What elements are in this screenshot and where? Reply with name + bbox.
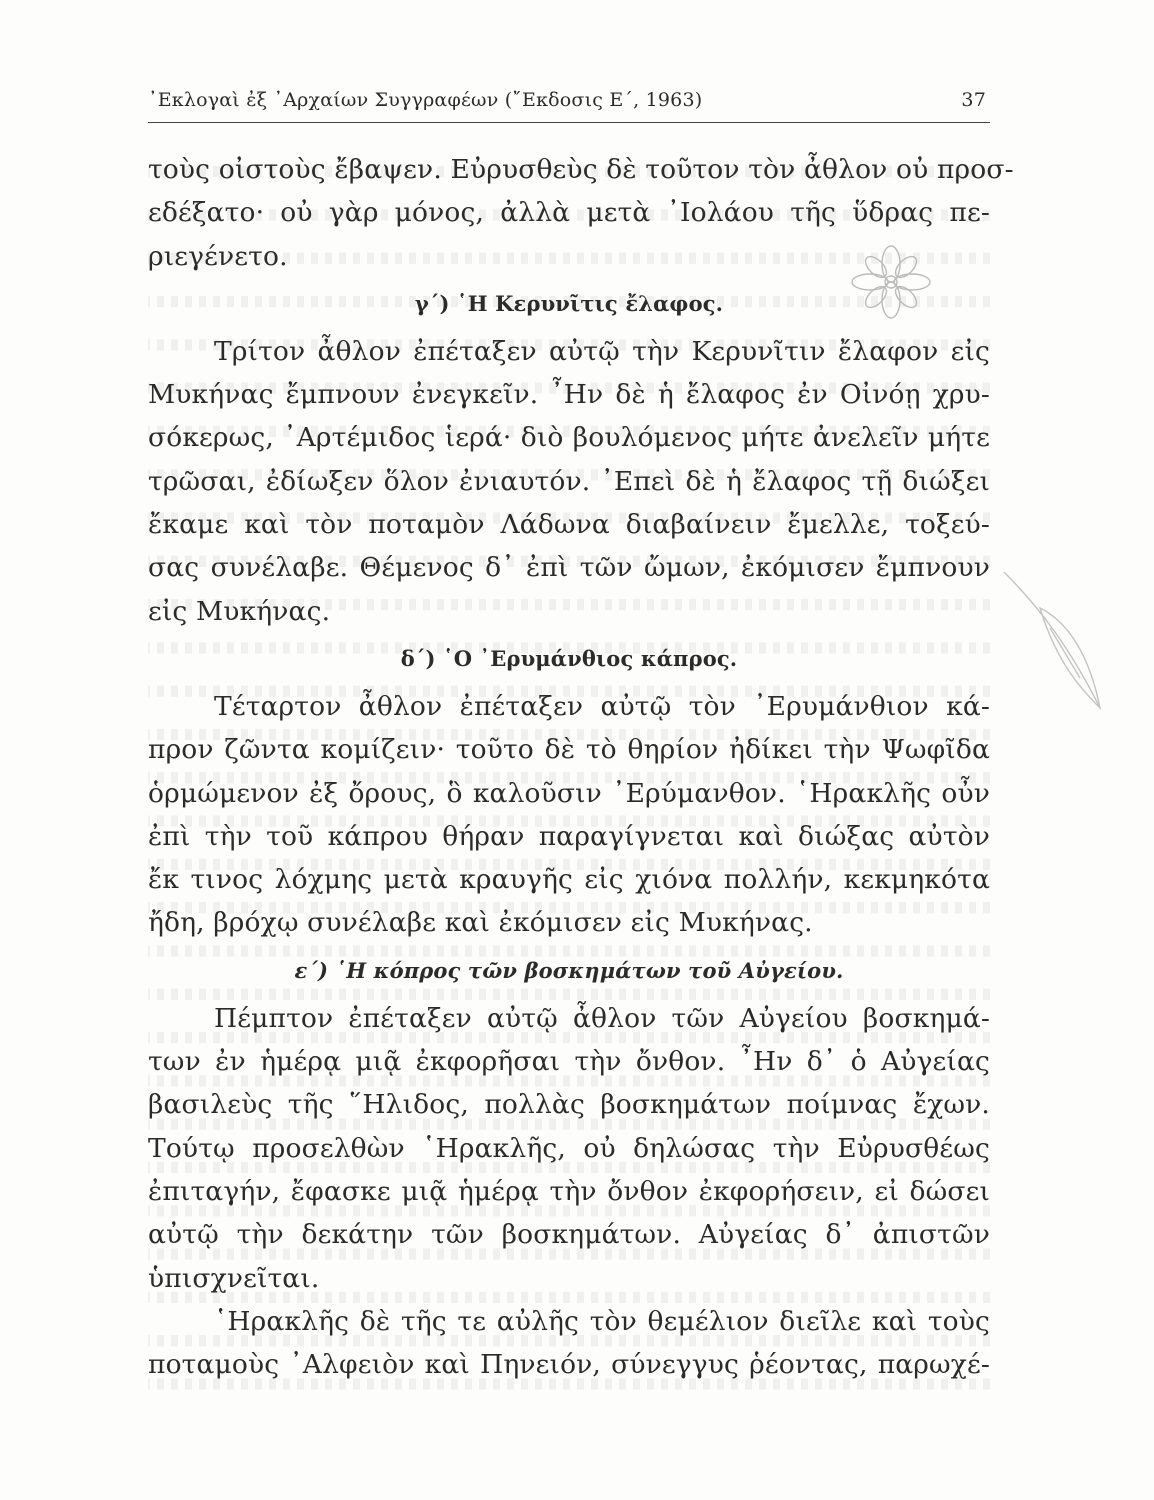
text-line: Πέμπτον ἐπέταξεν αὐτῷ ἆθλον τῶν Αὐγείου βοσκημά- <box>214 1002 990 1034</box>
paragraph-5 <box>148 1300 990 1387</box>
section-heading-gamma: γ΄) ῾Η Κερυνῖτις ἔλαφος. <box>414 290 724 316</box>
text-line: Μυκήνας ἔμπνουν ἐνεγκεῖν. ῏Ην δὲ ἡ ἔλαφος ἐν Οἰνόῃ χρυ- <box>148 379 990 411</box>
text-line: ῾Ηρακλῆς δὲ τῆς τε αὐλῆς τὸν θεμέλιον διεῖλε καὶ τοὺς <box>214 1305 990 1337</box>
text-line: Τρίτον ἆθλον ἐπέταξεν αὐτῷ τὴν Κερυνῖτιν ἔλαφον εἰς <box>214 335 990 367</box>
text-line: σας συνέλαβε. Θέμενος δ᾿ ἐπὶ τῶν ὤμων, ἐκόμισεν ἔμπνουν <box>148 552 990 584</box>
paragraph-2 <box>148 330 990 633</box>
section-heading-epsilon: ε΄) ῾Η κόπρος τῶν βοσκημάτων τοῦ Αὐγείου. <box>294 957 844 983</box>
text-line: των ἐν ἡμέρᾳ μιᾷ ἐκφορῆσαι τὴν ὄνθον. ῏Ην δ᾿ ὁ Αὐγείας <box>148 1046 990 1078</box>
text-line: εἰς Μυκήνας. <box>148 595 331 627</box>
quill-doodle-icon <box>1000 568 1110 718</box>
text-line: τρῶσαι, ἐδίωξεν ὅλον ἐνιαυτόν. ᾿Επεὶ δὲ ἡ ἔλαφος τῇ διώξει <box>148 465 990 497</box>
text-line: αὐτῷ τὴν δεκάτην τῶν βοσκημάτων. Αὐγείας δ᾿ ἀπιστῶν <box>148 1219 990 1251</box>
text-line: Τούτῳ προσελθὼν ῾Ηρακλῆς, οὐ δηλώσας τὴν Εὐρυσθέως <box>148 1132 990 1164</box>
page-number: 37 <box>961 89 986 111</box>
paragraph-1 <box>148 148 1014 278</box>
body-text <box>148 148 1014 1386</box>
text-line: ἤδη, βρόχῳ συνέλαβε καὶ ἐκόμισεν εἰς Μυκήνας. <box>148 907 813 939</box>
running-head <box>148 86 990 123</box>
text-line: ποταμοὺς ᾿Αλφειὸν καὶ Πηνειόν, σύνεγγυς ῥέοντας, παρωχέ- <box>148 1349 990 1381</box>
text-line: ἐπιταγήν, ἔφασκε μιᾷ ἡμέρᾳ τὴν ὄνθον ἐκφορήσειν, εἰ δώσει <box>148 1175 990 1207</box>
text-line: ριεγένετο. <box>148 240 288 272</box>
text-line: τοὺς οἰστοὺς ἔβαψεν. Εὐρυσθεὺς δὲ τοῦτον τὸν ἆθλον οὐ προσ- <box>148 154 1014 185</box>
paragraph-3 <box>148 685 990 945</box>
text-line: προν ζῶντα κομίζειν· τοῦτο δὲ τὸ θηρίον ἠδίκει τὴν Ψωφῖδα <box>148 734 990 766</box>
text-line: εδέξατο· οὐ γὰρ μόνος, ἀλλὰ μετὰ ᾿Ιολάου τῆς ὕδρας πε- <box>148 197 990 229</box>
text-line: σόκερως, ᾿Αρτέμιδος ἱερά· διὸ βουλόμενος μήτε ἀνελεῖν μήτε <box>148 422 990 454</box>
text-line: ἔκαμε καὶ τὸν ποταμὸν Λάδωνα διαβαίνειν ἔμελλε, τοξεύ- <box>148 509 990 541</box>
text-line: ἐπὶ τὴν τοῦ κάπρου θήραν παραγίγνεται καὶ διώξας αὐτὸν <box>148 820 990 852</box>
text-line: ὁρμώμενον ἐξ ὄρους, ὃ καλοῦσιν ᾿Ερύμανθον. ῾Ηρακλῆς οὖν <box>148 777 990 809</box>
text-line: ἔκ τινος λόχμης μετὰ κραυγῆς εἰς χιόνα πολλήν, κεκμηκότα <box>148 864 990 896</box>
text-line: ὑπισχνεῖται. <box>148 1262 320 1294</box>
text-line: Τέταρτον ἆθλον ἐπέταξεν αὐτῷ τὸν ᾿Ερυμάνθιον κά- <box>214 690 990 722</box>
text-line: βασιλεὺς τῆς ῞Ηλιδος, πολλὰς βοσκημάτων ποίμνας ἔχων. <box>148 1089 990 1121</box>
section-heading-delta: δ΄) ῾Ο ᾿Ερυμάνθιος κάπρος. <box>400 645 738 671</box>
paragraph-4 <box>148 997 990 1300</box>
running-head-title: ᾿Εκλογαὶ ἐξ ᾿Αρχαίων Συγγραφέων (῎Εκδοσις Ε΄, 1963) <box>148 89 703 111</box>
